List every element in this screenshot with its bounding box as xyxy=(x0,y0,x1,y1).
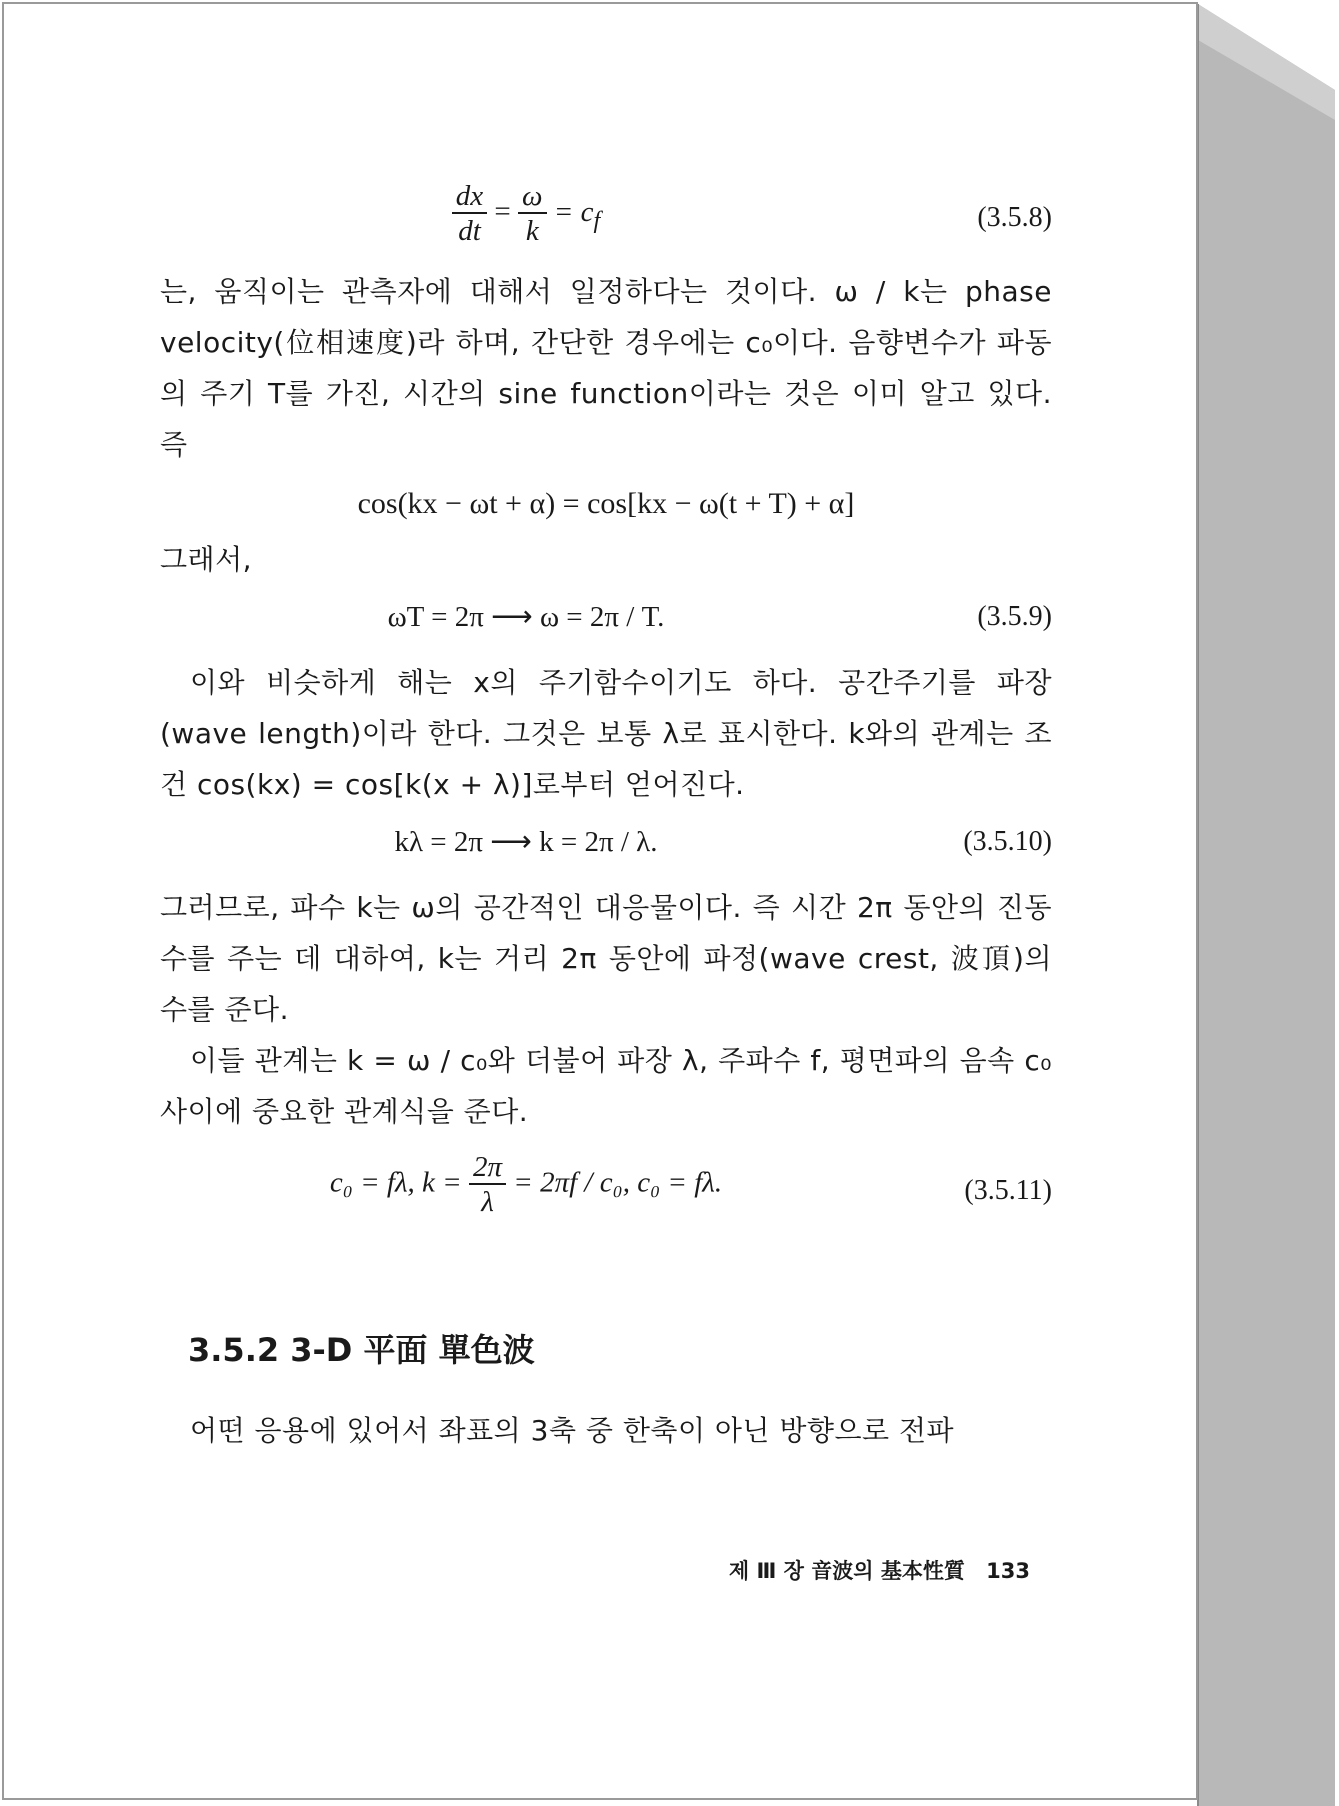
section-heading: 3.5.2 3-D 平面 單色波 xyxy=(188,1331,535,1369)
equation-label: (3.5.10) xyxy=(963,826,1052,857)
paragraph: 이들 관계는 k = ω / c₀와 더불어 파장 λ, 주파수 f, 평면파의 음속 c₀ 사이에 중요한 관계식을 준다. xyxy=(160,1044,1052,1128)
page-number: 133 xyxy=(986,1559,1030,1583)
page-content xyxy=(160,180,1052,1456)
fraction-omega-k: $\frac{\omega}{k}$ xyxy=(518,180,546,248)
running-head: 제 Ⅲ 장 音波의 基本性質 xyxy=(728,1559,965,1583)
cos-identity: cos(kx − ωt + α) = cos[kx − ω(t + T) + α] xyxy=(357,487,855,520)
equation-3-5-10: kλ = 2π ⟶ k = 2π / λ. (3.5.10) xyxy=(394,826,1052,858)
paragraph: 는, 움직이는 관측자에 대해서 일정하다는 것이다. ω / k는 phase velocity(位相速度)라 하며, 간단한 경우에는 c₀이다. 음향변수가 파동의 주기 T를 가진, 시간의 sine function이라는 것은 이미 알고 있다. 즉 xyxy=(160,275,1052,461)
paragraph: 그러므로, 파수 k는 ω의 공간적인 대응물이다. 즉 시간 2π 동안의 진동수를 주는 데 대하여, k는 거리 2π 동안에 파정(wave crest, 波頂)의 수를 준다. xyxy=(160,891,1052,1026)
paragraph: 그래서, xyxy=(160,543,253,576)
equation-label: (3.5.8) xyxy=(977,202,1052,233)
equation-3-5-8: $\frac{dx}{dt}$ = $\frac{\omega}{k}$ = $c_f$ (3.5.8) xyxy=(160,180,1052,260)
paragraph: 어떤 응용에 있어서 좌표의 3축 중 한축이 아닌 방향으로 전파 xyxy=(190,1414,955,1447)
fraction-2pi-lambda: $\frac{2\pi}{\lambda}$ xyxy=(469,1151,506,1219)
paragraph: 이와 비슷하게 해는 x의 주기함수이기도 하다. 공간주기를 파장(wave length)이라 한다. 그것은 보통 λ로 표시한다. k와의 관계는 조건 cos(kx) = cos[k(x + λ)]로부터 얻어진다. xyxy=(160,666,1052,801)
equation-3-5-11: c₀ = fλ, k = $\frac{2\pi}{\lambda}$ = 2πf / c₀, c₀ = fλ. (3.5.11) xyxy=(329,1151,1052,1218)
rhs: = $c_f$ xyxy=(553,195,601,234)
equation-label: (3.5.11) xyxy=(964,1175,1052,1206)
equation-label: (3.5.9) xyxy=(977,601,1052,632)
equation-3-5-9: ωT = 2π ⟶ ω = 2π / T. (3.5.9) xyxy=(387,601,1052,633)
page-footer xyxy=(640,1555,1030,1585)
fraction-dx-dt: $\frac{dx}{dt}$ xyxy=(452,180,487,248)
